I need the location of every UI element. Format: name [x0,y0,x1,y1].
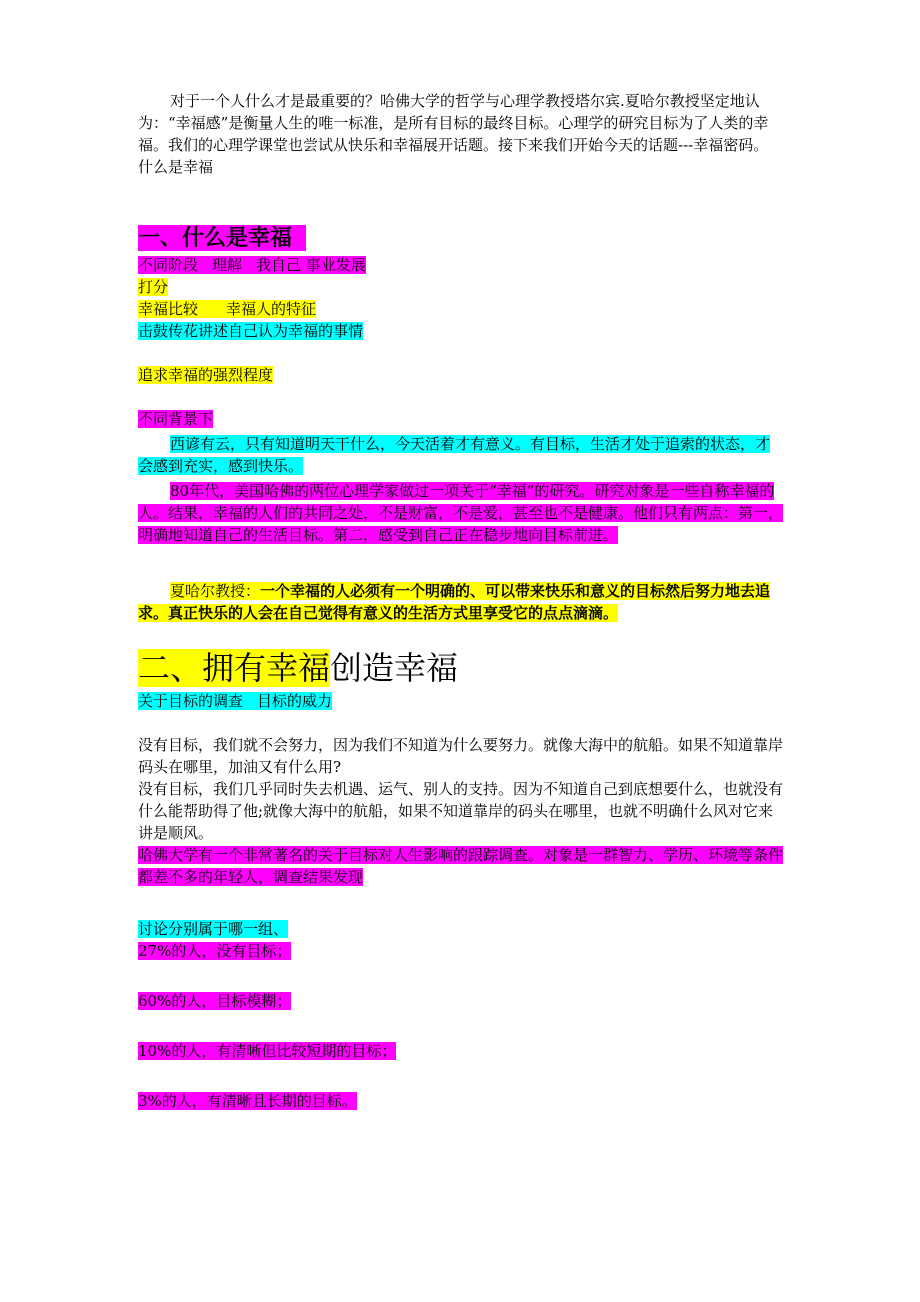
goal-paragraph-2: 没有目标，我们几乎同时失去机遇、运气、别人的支持。因为不知道自己到底想要什么，也就没有什么能帮助得了他;就像大海中的航船，如果不知道靠岸的码头在哪里，也就不明确什么风对它来讲是顺风。 [138,780,784,842]
stage-item: 不同阶段 [138,256,199,274]
section2-heading-b: 创造幸福 [330,649,459,687]
section2-heading [138,646,783,690]
intensity-text: 追求幸福的强烈程度 [138,366,274,384]
stage-item: 我自己 [256,256,302,274]
quote-paragraph-1 [138,433,783,477]
section1-heading [138,222,783,254]
background-line [138,408,783,430]
survey-item: 目标的威力 [257,692,333,710]
survey-subline [138,690,783,712]
professor-quote: 一个幸福的人必须有一个明确的、可以带来快乐和意义的目标然后努力地去追求。真正快乐的人会在自己觉得有意义的生活方式里享受它的点点滴滴。 [138,582,771,622]
compare-line [138,298,783,320]
document-page [138,90,783,1112]
discuss-text: 讨论分别属于哪一组、 [138,920,289,938]
professor-label: 夏哈尔教授： [170,582,261,600]
activity-line [138,320,783,342]
section2-heading-a: 二、拥有幸福 [138,649,331,687]
quote-text-1: 西谚有云，只有知道明天干什么，今天活着才有意义。有目标，生活才处于追索的状态，才会感到充实，感到快乐。 [138,435,771,475]
goal-paragraph-1: 没有目标，我们就不会努力，因为我们不知道为什么要努力。就像大海中的航船。如果不知道靠岸码头在哪里，加油又有什么用? [138,736,784,776]
stat-text: 60%的人，目标模糊； [138,992,292,1010]
score-line [138,276,783,298]
stage-item: 事业发展 [305,256,366,274]
background-text: 不同背景下 [138,410,214,428]
professor-paragraph [138,580,783,624]
stat-text: 10%的人，有清晰但比较短期的目标； [138,1042,397,1060]
intro-paragraph: 对于一个人什么才是最重要的？哈佛大学的哲学与心理学教授塔尔宾.夏哈尔教授坚定地认为：“幸福感”是衡量人生的唯一标准，是所有目标的最终目标。心理学的研究目标为了人类的幸福。我们的心理学课堂也尝试从快乐和幸福展开话题。接下来我们开始今天的话题---幸福密码。什么是幸福 [138,92,769,176]
compare-item: 幸福人的特征 [226,300,317,318]
stages-line [138,254,783,276]
activity-text: 击鼓传花讲述自己认为幸福的事情 [138,322,364,340]
stat-text: 3%的人，有清晰且长期的目标。 [138,1092,357,1110]
stat-text: 27%的人，没有目标； [138,942,292,960]
compare-item: 幸福比较 [138,300,199,318]
harvard-text: 哈佛大学有一个非常著名的关于目标对人生影响的跟踪调查。对象是一群智力、学历、环境等条件都差不多的年轻人，调查结果发现 [138,846,784,886]
stage-item: 理解 [212,256,243,274]
intensity-line [138,364,783,386]
survey-item: 关于目标的调查 [138,692,244,710]
stat-line [138,940,783,962]
stat-line [138,1040,783,1062]
stat-line [138,1090,783,1112]
harvard-paragraph [138,844,783,888]
quote-text-2: 80年代，美国哈佛的两位心理学家做过一项关于“幸福”的研究。研究对象是一些自称幸福的人。结果，幸福的人们的共同之处，不是财富，不是爱，甚至也不是健康。他们只有两点：第一，明确地知道自己的生活目标。第二，感受到自己正在稳步地向目标前进。 [138,482,784,544]
score-text: 打分 [138,278,169,296]
quote-paragraph-2 [138,480,783,546]
stat-line [138,990,783,1012]
section1-heading-text: 一、什么是幸福 [138,225,306,251]
discuss-line [138,918,783,940]
